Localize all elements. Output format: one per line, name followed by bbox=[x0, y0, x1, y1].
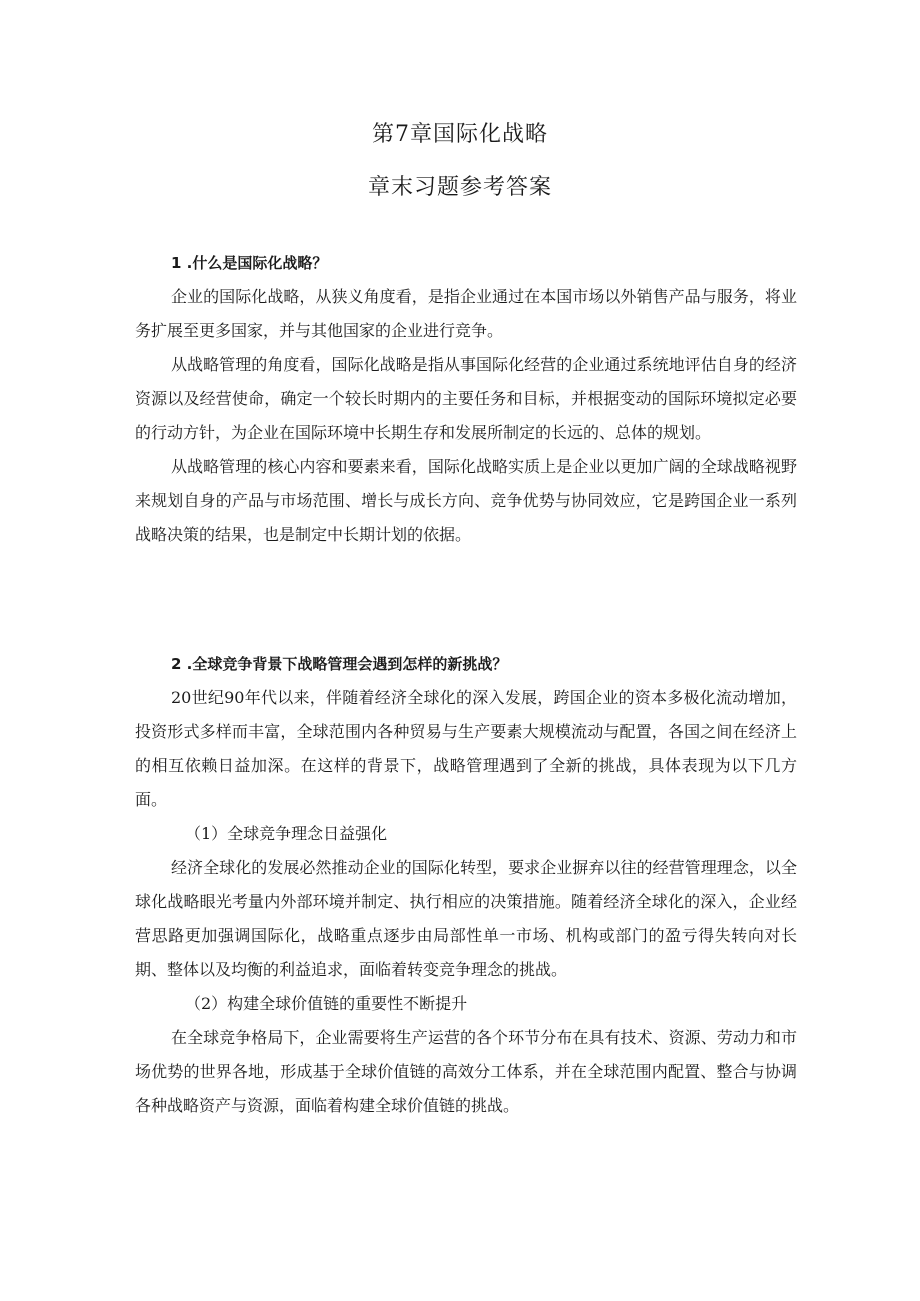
section-1-paragraph-1: 企业的国际化战略，从狭义角度看，是指企业通过在本国市场以外销售产品与服务，将业务扩展至更多国家，并与其他国家的企业进行竞争。 bbox=[135, 287, 797, 340]
question-2-heading: 2 .全球竞争背景下战略管理会遇到怎样的新挑战？ bbox=[171, 655, 508, 673]
section-1 bbox=[135, 246, 797, 552]
point-1-heading: （1）全球竞争理念日益强化 bbox=[185, 824, 388, 843]
point-2-heading: （2）构建全球价值链的重要性不断提升 bbox=[185, 994, 468, 1013]
chapter-subtitle: 章末习题参考答案 bbox=[367, 175, 552, 200]
question-1-heading: 1 .什么是国际化战略？ bbox=[171, 254, 328, 272]
chapter-title: 第7章国际化战略 bbox=[372, 122, 548, 147]
point-2-text: 在全球竞争格局下，企业需要将生产运营的各个环节分布在具有技术、资源、劳动力和市场优势的世界各地，形成基于全球价值链的高效分工体系，并在全球范围内配置、整合与协调各种战略资产与资源，面临着构建全球价值链的挑战。 bbox=[135, 1028, 797, 1115]
section-1-paragraph-2: 从战略管理的角度看，国际化战略是指从事国际化经营的企业通过系统地评估自身的经济资源以及经营使命，确定一个较长时期内的主要任务和目标，并根据变动的国际环境拟定必要的行动方针，为企业在国际环境中长期生存和发展所制定的长远的、总体的规划。 bbox=[135, 355, 797, 442]
section-2-intro: 20世纪90年代以来，伴随着经济全球化的深入发展，跨国企业的资本多极化流动增加，投资形式多样而丰富，全球范围内各种贸易与生产要素大规模流动与配置，各国之间在经济上的相互依赖日益加深。在这样的背景下，战略管理遇到了全新的挑战，具体表现为以下几方面。 bbox=[135, 688, 797, 809]
point-1-text: 经济全球化的发展必然推动企业的国际化转型，要求企业摒弃以往的经营管理理念，以全球化战略眼光考量内外部环境并制定、执行相应的决策措施。随着经济全球化的深入，企业经营思路更加强调国际化，战略重点逐步由局部性单一市场、机构或部门的盈亏得失转向对长期、整体以及均衡的利益追求，面临着转变竞争理念的挑战。 bbox=[135, 858, 797, 979]
section-2 bbox=[135, 647, 797, 1123]
section-1-paragraph-3: 从战略管理的核心内容和要素来看，国际化战略实质上是企业以更加广阔的全球战略视野来规划自身的产品与市场范围、增长与成长方向、竞争优势与协同效应，它是跨国企业一系列战略决策的结果，也是制定中长期计划的依据。 bbox=[135, 457, 797, 544]
